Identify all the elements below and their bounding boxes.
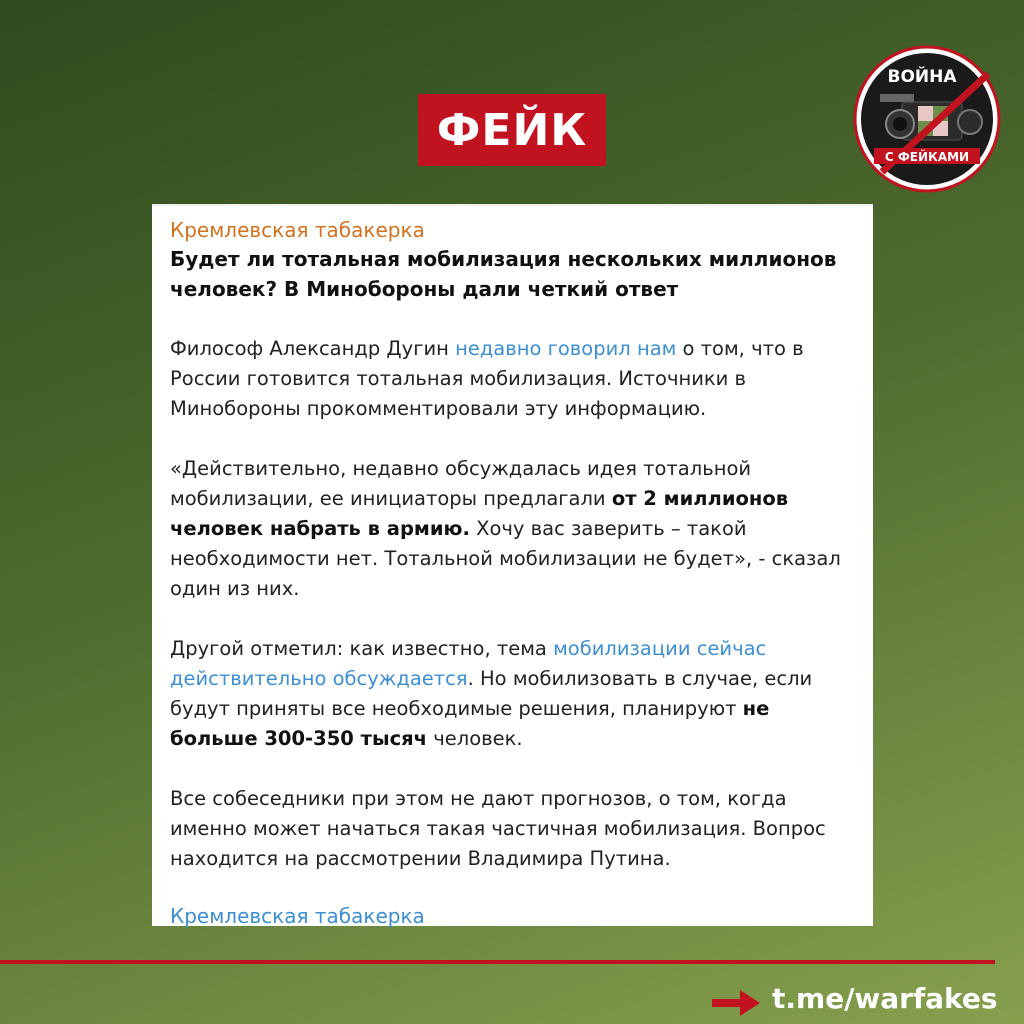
p3-text-a: Другой отметил: как известно, тема xyxy=(170,637,554,660)
p3-text-c: человек. xyxy=(427,727,523,750)
logo-top-text: ВОЙНА xyxy=(887,67,957,87)
channel-url[interactable]: t.me/warfakes xyxy=(772,982,998,1015)
paragraph-3 xyxy=(170,634,855,754)
p3-link[interactable]: мобилизации сейчас действительно обсуждается xyxy=(170,637,767,690)
p2-text-a: «Действительно, недавно обсуждалась идея тотальной мобилизации, ее инициаторы предлагали xyxy=(170,457,752,510)
paragraph-2 xyxy=(170,454,855,604)
p1-text-a: Философ Александр Дугин xyxy=(170,337,456,360)
footer-channel-link[interactable]: Кремлевская табакерка xyxy=(170,904,425,928)
red-divider xyxy=(0,960,995,964)
channel-name[interactable]: Кремлевская табакерка xyxy=(170,218,425,242)
war-on-fakes-logo xyxy=(852,44,1002,194)
logo-bottom-text: С ФЕЙКАМИ xyxy=(884,150,970,164)
p1-text-b: о том, что в России готовится тотальная мобилизация. Источники в Минобороны прокомментировали эту информацию. xyxy=(170,337,804,420)
paragraph-1 xyxy=(170,334,855,424)
p1-link[interactable]: недавно говорил нам xyxy=(455,337,677,360)
post-headline: Будет ли тотальная мобилизация нескольких миллионов человек? В Минобороны дали четкий ответ xyxy=(170,247,837,301)
p2-bold: от 2 миллионов человек набрать в армию. xyxy=(170,487,789,540)
fake-badge: ФЕЙК xyxy=(418,94,606,166)
p3-bold: не больше 300-350 тысяч xyxy=(170,697,770,750)
p2-text-b: Хочу вас заверить – такой необходимости нет. Тотальной мобилизации не будет», - сказал один из них. xyxy=(170,517,841,600)
arrow-right-icon xyxy=(712,990,760,1016)
paragraph-4: Все собеседники при этом не дают прогнозов, о том, когда именно может начаться такая частичная мобилизация. Вопрос находится на рассмотрении Владимира Путина. xyxy=(170,787,826,870)
post-card xyxy=(152,204,873,926)
p3-text-b: . Но мобилизовать в случае, если будут приняты все необходимые решения, планируют xyxy=(170,667,813,720)
